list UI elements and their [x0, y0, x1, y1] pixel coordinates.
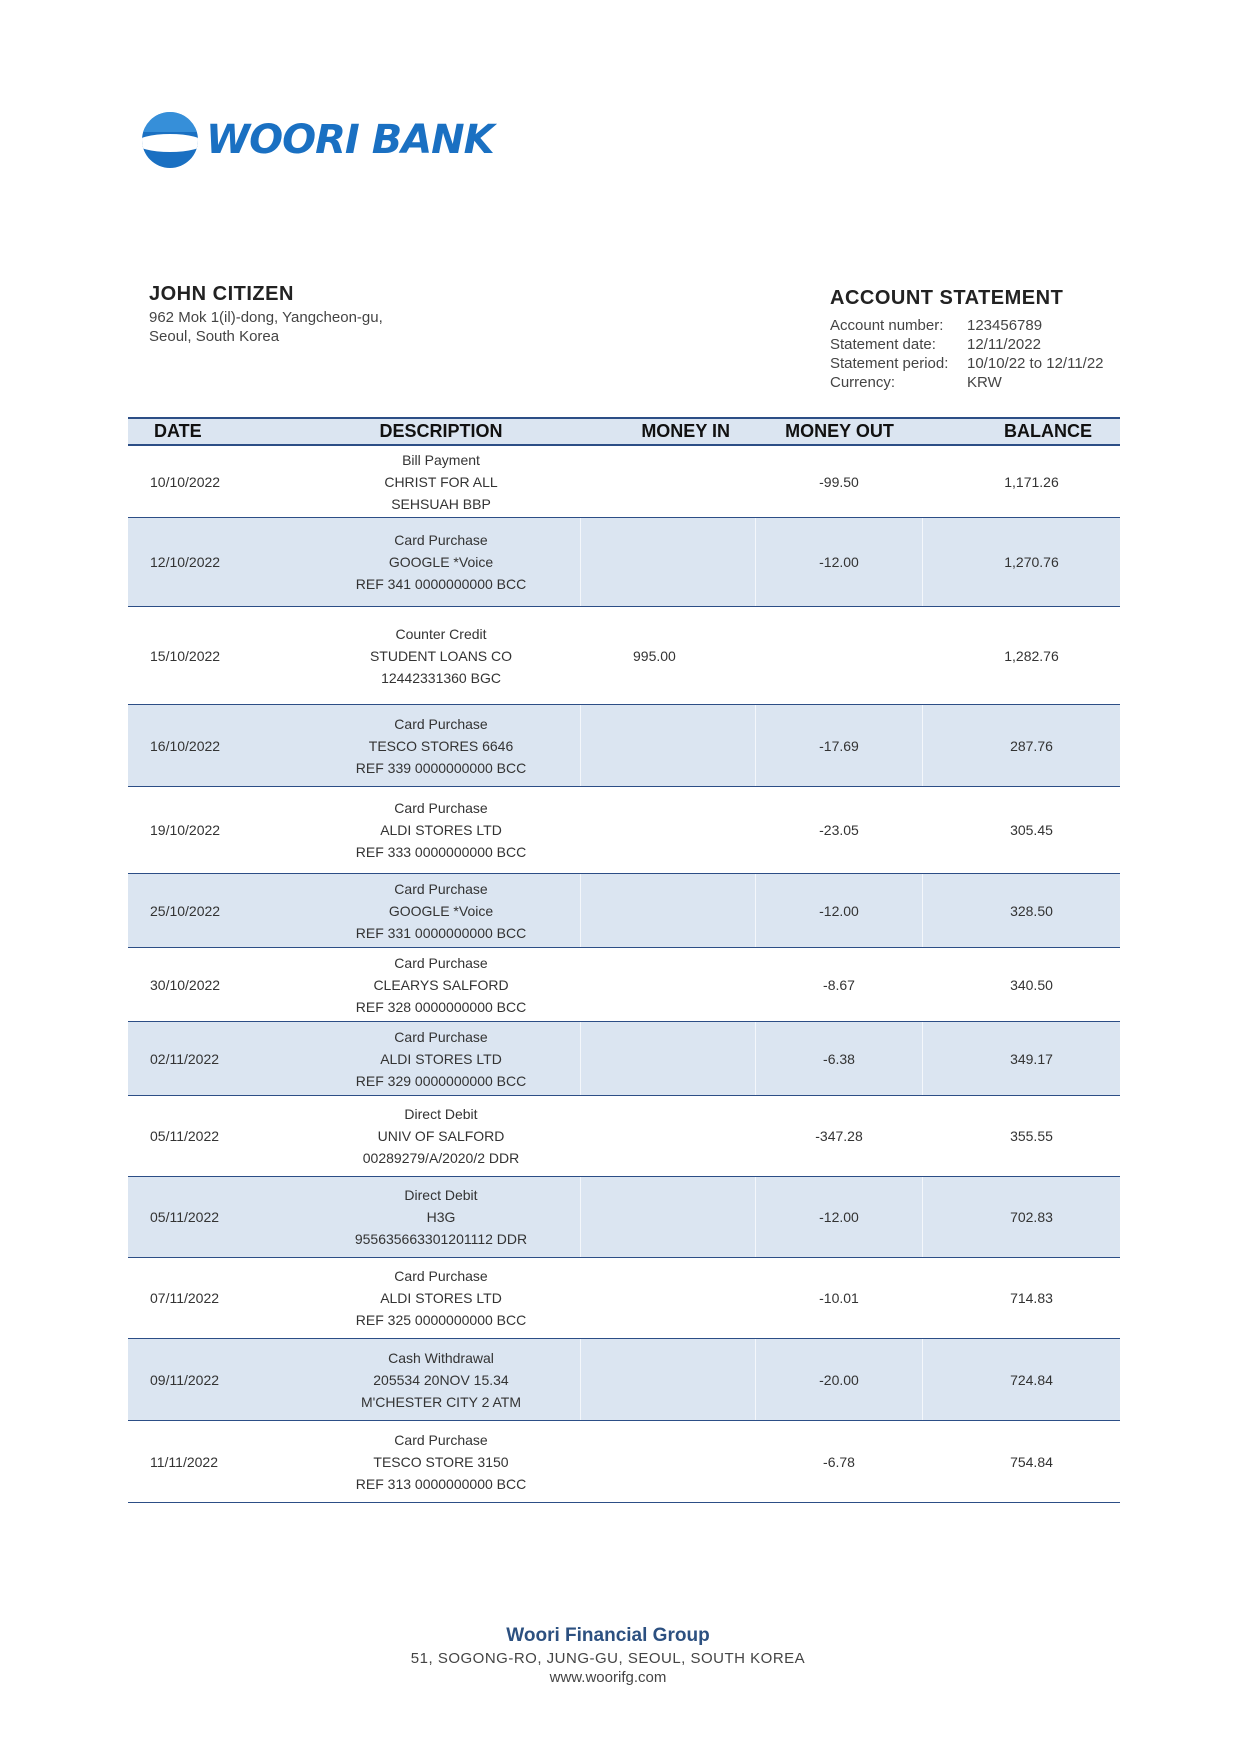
statement-title: ACCOUNT STATEMENT: [830, 287, 1064, 309]
cell-balance: 328.50: [1010, 902, 1053, 919]
cell-description: [302, 874, 580, 947]
cell-description: [302, 518, 580, 606]
cell-balance: 754.84: [1010, 1453, 1053, 1470]
transactions-table: [128, 417, 1120, 1503]
cell-money-in: [580, 1421, 756, 1502]
description-line: TESCO STORES 6646: [368, 737, 514, 754]
statement-info: [830, 287, 1104, 392]
cell-money-in: [580, 705, 756, 786]
bank-name: WOORI BANK: [206, 117, 494, 163]
cell-date: 19/10/2022: [150, 822, 221, 838]
statement-field-value: 10/10/22 to 12/11/22: [967, 355, 1104, 372]
cell-money-in: [580, 518, 756, 606]
description-line: TESCO STORE 3150: [373, 1453, 509, 1470]
cell-money-in: [580, 1258, 756, 1338]
description-line: Card Purchase: [394, 954, 488, 971]
table-row: [128, 518, 1120, 607]
cell-date: 11/11/2022: [150, 1453, 218, 1470]
cell-date: 05/11/2022: [150, 1209, 220, 1225]
header-money-out: MONEY OUT: [785, 421, 894, 441]
table-body: [128, 446, 1120, 1503]
cell-description: [302, 787, 580, 873]
table-row: [128, 705, 1120, 787]
description-line: Card Purchase: [394, 1268, 488, 1284]
description-line: GOOGLE *Voice: [388, 554, 494, 570]
customer-address-line1: 962 Mok 1(il)-dong, Yangcheon-gu,: [149, 309, 383, 326]
description-line: Card Purchase: [394, 880, 488, 897]
customer-name: JOHN CITIZEN: [149, 283, 294, 305]
statement-field-value: 12/11/2022: [967, 336, 1041, 353]
footer-website[interactable]: www.woorifg.com: [549, 1669, 667, 1686]
description-line: ALDI STORES LTD: [380, 1290, 502, 1306]
description-line: REF 329 0000000000 BCC: [355, 1072, 527, 1089]
header-description: DESCRIPTION: [379, 421, 503, 441]
statement-field: [830, 335, 1104, 354]
cell-description: [302, 1022, 580, 1095]
customer-block: [149, 283, 383, 346]
cell-date: 07/11/2022: [150, 1290, 220, 1306]
table-row: [128, 607, 1120, 705]
cell-money-in: [580, 1177, 756, 1257]
description-line: UNIV OF SALFORD: [377, 1128, 505, 1144]
cell-description: [302, 1177, 580, 1257]
description-line: Bill Payment: [402, 451, 480, 468]
cell-money-in: [580, 874, 756, 947]
cell-money-in: [580, 948, 756, 1021]
description-line: 00289279/A/2020/2 DDR: [362, 1150, 520, 1166]
cell-balance: 355.55: [1010, 1128, 1053, 1144]
cell-money-in: 995.00: [580, 607, 756, 704]
cell-money-out: -12.00: [756, 874, 923, 947]
cell-description: [302, 1421, 580, 1502]
description-line: STUDENT LOANS CO: [369, 647, 513, 664]
footer-address: 51, SOGONG-RO, JUNG-GU, SEOUL, SOUTH KOREA: [410, 1650, 806, 1667]
description-line: 12442331360 BGC: [381, 669, 501, 686]
customer-address-line2: Seoul, South Korea: [149, 328, 280, 345]
description-line: SEHSUAH BBP: [391, 495, 491, 512]
cell-date: 10/10/2022: [150, 473, 221, 490]
description-line: Direct Debit: [404, 1187, 478, 1203]
header-date: DATE: [154, 421, 202, 441]
cell-date: 16/10/2022: [150, 737, 221, 754]
cell-money-in: [580, 1022, 756, 1095]
cell-balance: 1,270.76: [1004, 554, 1059, 570]
statement-field-label: Account number:: [830, 317, 944, 334]
cell-money-out: -8.67: [756, 948, 923, 1021]
cell-description: [302, 1339, 580, 1420]
statement-field-value: 123456789: [967, 317, 1043, 334]
cell-date: 02/11/2022: [150, 1050, 220, 1067]
header-balance: BALANCE: [1004, 421, 1092, 441]
cell-money-out: -12.00: [756, 1177, 923, 1257]
cell-balance: 702.83: [1010, 1209, 1053, 1225]
description-line: REF 325 0000000000 BCC: [355, 1312, 527, 1328]
table-row: [128, 446, 1120, 518]
statement-field-label: Currency:: [830, 374, 896, 391]
description-line: Counter Credit: [395, 625, 487, 642]
cell-money-out: -20.00: [756, 1339, 923, 1420]
description-line: CHRIST FOR ALL: [384, 473, 498, 490]
cell-money-in: [580, 446, 756, 517]
cell-money-out: -23.05: [756, 787, 923, 873]
statement-field: [830, 373, 1104, 392]
description-line: ALDI STORES LTD: [380, 822, 502, 838]
description-line: H3G: [426, 1209, 456, 1225]
footer-org: Woori Financial Group: [506, 1625, 710, 1646]
cell-balance: 714.83: [1010, 1290, 1053, 1306]
description-line: 205534 20NOV 15.34: [373, 1371, 509, 1388]
cell-money-out: -99.50: [756, 446, 923, 517]
description-line: REF 333 0000000000 BCC: [355, 844, 527, 860]
cell-money-out: -12.00: [756, 518, 923, 606]
cell-date: 09/11/2022: [150, 1371, 220, 1388]
cell-balance: 305.45: [1010, 822, 1053, 838]
cell-date: 05/11/2022: [150, 1128, 220, 1144]
cell-balance: 340.50: [1010, 976, 1053, 993]
description-line: CLEARYS SALFORD: [373, 976, 509, 993]
cell-balance: 349.17: [1010, 1050, 1053, 1067]
statement-field-value: KRW: [967, 374, 1002, 391]
table-row: [128, 1022, 1120, 1096]
table-row: [128, 1421, 1120, 1503]
cell-description: [302, 705, 580, 786]
cell-money-out: -10.01: [756, 1258, 923, 1338]
cell-date: 15/10/2022: [150, 647, 221, 664]
header-money-in: MONEY IN: [641, 421, 730, 441]
description-line: Direct Debit: [404, 1106, 478, 1122]
description-line: Card Purchase: [394, 532, 488, 548]
bank-logo: [140, 110, 494, 170]
description-line: REF 313 0000000000 BCC: [355, 1475, 527, 1492]
footer: [0, 1625, 1216, 1686]
cell-money-in: [580, 1339, 756, 1420]
table-row: [128, 874, 1120, 948]
description-line: Card Purchase: [394, 715, 488, 732]
cell-description: [302, 1096, 580, 1176]
cell-description: [302, 446, 580, 517]
table-row: [128, 1339, 1120, 1421]
cell-money-out: -347.28: [756, 1096, 923, 1176]
description-line: REF 328 0000000000 BCC: [355, 998, 527, 1015]
cell-money-out: -6.78: [756, 1421, 923, 1502]
cell-balance: 724.84: [1010, 1371, 1053, 1388]
description-line: REF 341 0000000000 BCC: [355, 576, 527, 592]
description-line: REF 331 0000000000 BCC: [355, 924, 527, 941]
table-row: [128, 948, 1120, 1022]
description-line: Card Purchase: [394, 1028, 488, 1045]
cell-description: [302, 607, 580, 704]
statement-field-label: Statement date:: [830, 336, 936, 353]
cell-description: [302, 1258, 580, 1338]
cell-balance: 287.76: [1010, 737, 1053, 754]
cell-money-out: -17.69: [756, 705, 923, 786]
description-line: ALDI STORES LTD: [380, 1050, 502, 1067]
cell-date: 30/10/2022: [150, 976, 221, 993]
cell-date: 25/10/2022: [150, 902, 221, 919]
cell-description: [302, 948, 580, 1021]
table-row: [128, 787, 1120, 874]
description-line: Cash Withdrawal: [388, 1349, 494, 1366]
cell-money-in: [580, 787, 756, 873]
woori-logo-icon: [140, 110, 200, 170]
table-row: [128, 1258, 1120, 1339]
cell-money-out: [756, 607, 923, 704]
description-line: GOOGLE *Voice: [388, 902, 494, 919]
table-header: [128, 417, 1120, 446]
statement-field-label: Statement period:: [830, 355, 949, 372]
description-line: Card Purchase: [394, 1431, 488, 1448]
statement-field: [830, 354, 1104, 373]
table-row: [128, 1177, 1120, 1258]
description-line: 955635663301201112 DDR: [354, 1231, 528, 1247]
description-line: Card Purchase: [394, 800, 488, 816]
cell-money-in: [580, 1096, 756, 1176]
cell-balance: 1,171.26: [1004, 473, 1059, 490]
cell-date: 12/10/2022: [150, 554, 221, 570]
cell-money-out: -6.38: [756, 1022, 923, 1095]
cell-balance: 1,282.76: [1004, 647, 1059, 664]
table-row: [128, 1096, 1120, 1177]
statement-field: [830, 316, 1104, 335]
description-line: REF 339 0000000000 BCC: [355, 759, 527, 776]
description-line: M'CHESTER CITY 2 ATM: [360, 1393, 522, 1410]
